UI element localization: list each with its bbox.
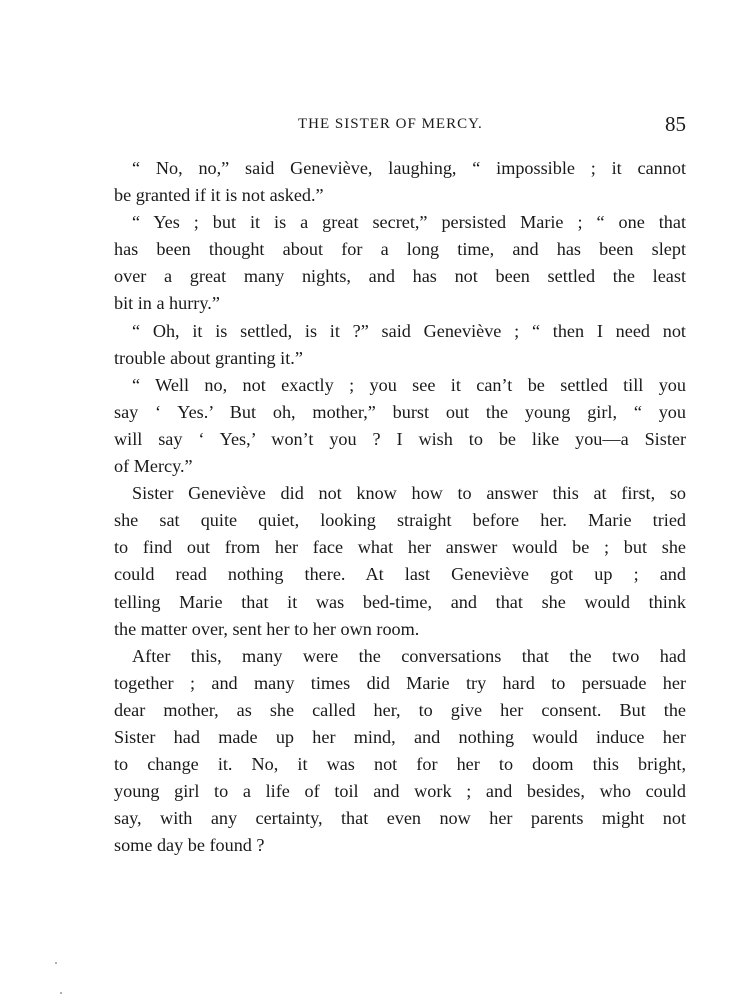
text-line: bit in a hurry.” <box>114 293 220 314</box>
text-line: be granted if it is not asked.” <box>114 185 324 206</box>
text-line: to find out from her face what her answer would be ; but she <box>114 537 686 558</box>
text-line: Sister Geneviève did not know how to answer this at first, so <box>132 483 686 504</box>
text-line: the matter over, sent her to her own room. <box>114 618 420 639</box>
text-line: young girl to a life of toil and work ; and besides, who could <box>114 781 686 802</box>
text-line: over a great many nights, and has not been settled the least <box>114 266 686 287</box>
text-line: has been thought about for a long time, and has been slept <box>114 239 686 260</box>
text-line: say, with any certainty, that even now her parents might not <box>114 808 686 829</box>
body-text <box>114 155 686 859</box>
text-line: she sat quite quiet, looking straight before her. Marie tried <box>114 510 686 531</box>
paper-speck <box>60 992 62 994</box>
text-line: to change it. No, it was not for her to doom this bright, <box>114 754 686 775</box>
text-line: telling Marie that it was bed-time, and that she would think <box>114 591 686 612</box>
text-line: “ Yes ; but it is a great secret,” persisted Marie ; “ one that <box>132 212 686 233</box>
text-line: some day be found ? <box>114 835 265 856</box>
text-line: dear mother, as she called her, to give her consent. But the <box>114 699 686 720</box>
text-line: say ‘ Yes.’ But oh, mother,” burst out the young girl, “ you <box>114 401 686 422</box>
page-number: 85 <box>665 112 686 136</box>
running-title: THE SISTER OF MERCY. <box>298 116 483 132</box>
text-line: “ No, no,” said Geneviève, laughing, “ impossible ; it cannot <box>132 158 686 178</box>
text-line: together ; and many times did Marie try hard to persuade her <box>114 672 686 693</box>
text-line: “ Well no, not exactly ; you see it can’t be settled till you <box>132 374 686 395</box>
text-line: of Mercy.” <box>114 456 193 477</box>
running-head <box>114 112 686 140</box>
paper-speck <box>55 962 57 964</box>
text-line: After this, many were the conversations that the two had <box>132 645 686 666</box>
text-line: “ Oh, it is settled, is it ?” said Geneviève ; “ then I need not <box>132 320 686 341</box>
text-line: Sister had made up her mind, and nothing would induce her <box>114 726 686 747</box>
text-line: will say ‘ Yes,’ won’t you ? I wish to be like you—a Sister <box>114 428 686 449</box>
text-line: could read nothing there. At last Geneviève got up ; and <box>114 564 686 585</box>
text-line: trouble about granting it.” <box>114 347 303 368</box>
